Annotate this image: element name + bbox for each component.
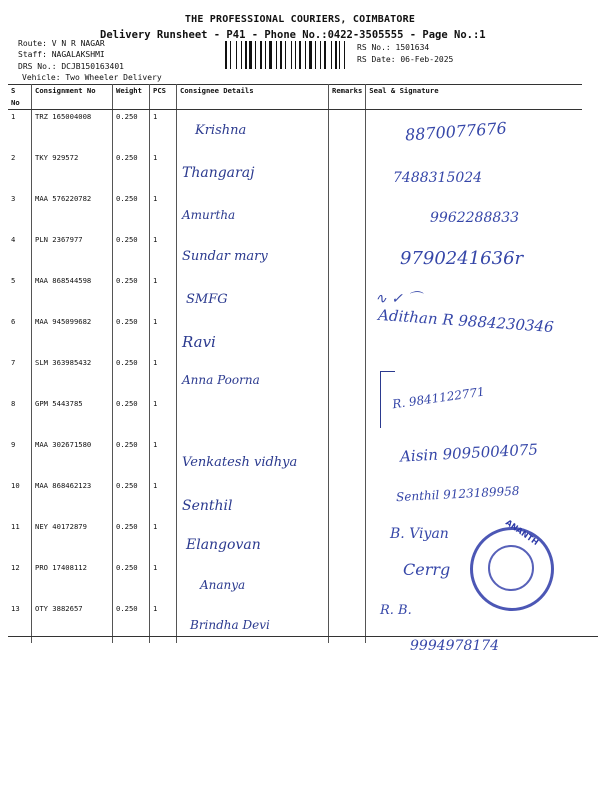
barcode-bar <box>273 41 275 69</box>
consignee-name-11: Elangovan <box>186 537 261 553</box>
consignee-name-3: Amurtha <box>182 208 236 222</box>
cell-consignment: GPM 5443785 <box>32 397 113 438</box>
cell-pcs: 1 <box>150 438 177 479</box>
rs-no-label: RS No.: 1501634 <box>357 43 430 52</box>
consignee-name-12: Ananya <box>200 578 246 592</box>
cell-sno: 8 <box>8 397 32 438</box>
cell-remarks <box>329 233 366 274</box>
table-row <box>8 397 582 438</box>
barcode-bar <box>263 41 264 69</box>
cell-consignee <box>177 397 329 438</box>
signature-bracket <box>380 371 395 428</box>
barcode-bar <box>322 41 323 69</box>
cell-weight: 0.250 <box>113 274 150 315</box>
barcode-bar <box>225 41 227 69</box>
barcode-bar <box>236 41 237 69</box>
cell-pcs: 1 <box>150 520 177 561</box>
barcode-bar <box>295 41 296 69</box>
rs-date-label: RS Date: 06-Feb-2025 <box>357 55 454 64</box>
consignee-name-5: SMFG <box>186 292 228 307</box>
barcode-bar <box>260 41 262 69</box>
smfg-scribble: ∿ ✓ ⌒ <box>375 291 422 307</box>
signature-2: 7488315024 <box>393 170 483 186</box>
barcode-bar <box>324 41 326 69</box>
barcode-bar <box>313 41 314 69</box>
consignee-name-7: Anna Poorna <box>182 373 260 387</box>
cell-consignment: MAA 576220782 <box>32 192 113 233</box>
cell-sno: 13 <box>8 602 32 643</box>
cell-consignment: SLM 363985432 <box>32 356 113 397</box>
barcode-bar <box>333 41 334 69</box>
extra-phone: 9994978174 <box>410 638 500 654</box>
col-weight: Weight <box>113 85 150 110</box>
cell-pcs: 1 <box>150 561 177 602</box>
barcode-bar <box>299 41 301 69</box>
cell-consignment: PLN 2367977 <box>32 233 113 274</box>
table-bottom-border <box>8 636 598 637</box>
barcode-bar <box>228 41 229 69</box>
cell-pcs: 1 <box>150 192 177 233</box>
cell-consignment: MAA 302671580 <box>32 438 113 479</box>
cell-remarks <box>329 561 366 602</box>
barcode-bar <box>320 41 321 69</box>
signature-3: 9962288833 <box>430 210 520 226</box>
consignee-name-10: Senthil <box>182 498 233 514</box>
barcode-bar <box>331 41 332 69</box>
seal-stamp-text: ANANTH <box>503 517 541 548</box>
barcode-bar <box>269 41 272 69</box>
barcode-bar <box>341 41 343 69</box>
signature-12-scribble: Cerrg <box>403 560 451 579</box>
cell-pcs: 1 <box>150 110 177 152</box>
table-row <box>8 151 582 192</box>
barcode-bar <box>278 41 279 69</box>
barcode-bar <box>317 41 319 69</box>
barcode-bar <box>339 41 340 69</box>
signature-8: R. 9841122771 <box>391 384 486 412</box>
barcode-bar <box>307 41 308 69</box>
runsheet-subtitle: Delivery Runsheet - P41 - Phone No.:0422-3505555 - Page No.:1 <box>100 29 486 41</box>
cell-sno: 11 <box>8 520 32 561</box>
cell-consignment: NEY 40172879 <box>32 520 113 561</box>
barcode-bar <box>257 41 259 69</box>
consignee-name-1: Krishna <box>195 123 247 138</box>
col-signature: Seal & Signature <box>366 85 583 110</box>
cell-sno: 9 <box>8 438 32 479</box>
barcode-bar <box>335 41 337 69</box>
cell-remarks <box>329 356 366 397</box>
barcode-bar <box>285 41 286 69</box>
cell-pcs: 1 <box>150 315 177 356</box>
cell-sno: 1 <box>8 110 32 152</box>
signature-10: Senthil 9123189958 <box>395 483 520 505</box>
consignee-name-9: Venkatesh vidhya <box>182 455 298 470</box>
table-header-row <box>8 85 582 110</box>
cell-consignment: MAA 945099682 <box>32 315 113 356</box>
cell-weight: 0.250 <box>113 110 150 152</box>
barcode-bar <box>297 41 298 69</box>
barcode-bar <box>291 41 292 69</box>
drs-label: DRS No.: DCJB150163401 <box>18 62 124 71</box>
seal-stamp-inner <box>488 545 534 591</box>
cell-pcs: 1 <box>150 479 177 520</box>
barcode-bar <box>243 41 244 69</box>
col-consignee: Consignee Details <box>177 85 329 110</box>
barcode-bar <box>255 41 256 69</box>
col-remarks: Remarks <box>329 85 366 110</box>
cell-weight: 0.250 <box>113 356 150 397</box>
barcode-bar <box>267 41 268 69</box>
route-label: Route: V N R NAGAR <box>18 39 105 48</box>
cell-weight: 0.250 <box>113 602 150 643</box>
barcode-bar <box>265 41 266 69</box>
barcode-bar <box>283 41 284 69</box>
cell-remarks <box>329 192 366 233</box>
signature-13: R. B. <box>380 603 412 618</box>
signature-6: Adithan R 9884230346 <box>377 305 555 337</box>
col-pcs: PCS <box>150 85 177 110</box>
barcode-bar <box>280 41 282 69</box>
col-sno: S No <box>8 85 32 110</box>
cell-consignment: PRO 17408112 <box>32 561 113 602</box>
cell-consignment: TKY 929572 <box>32 151 113 192</box>
cell-remarks <box>329 520 366 561</box>
cell-weight: 0.250 <box>113 561 150 602</box>
cell-weight: 0.250 <box>113 438 150 479</box>
cell-weight: 0.250 <box>113 479 150 520</box>
barcode-bar <box>327 41 330 69</box>
signature-4: 9790241636r <box>400 248 524 269</box>
barcode-bar <box>293 41 295 69</box>
cell-sno: 12 <box>8 561 32 602</box>
cell-weight: 0.250 <box>113 233 150 274</box>
signature-9: Aisin 9095004075 <box>399 440 539 466</box>
cell-sno: 4 <box>8 233 32 274</box>
cell-weight: 0.250 <box>113 151 150 192</box>
barcode-bar <box>309 41 312 69</box>
cell-sno: 2 <box>8 151 32 192</box>
cell-pcs: 1 <box>150 151 177 192</box>
cell-consignment: MAA 868462123 <box>32 479 113 520</box>
cell-remarks <box>329 479 366 520</box>
barcode-bar <box>238 41 240 69</box>
staff-label: Staff: NAGALAKSHMI <box>18 50 105 59</box>
barcode-bar <box>287 41 290 69</box>
cell-weight: 0.250 <box>113 520 150 561</box>
cell-remarks <box>329 274 366 315</box>
barcode-bar <box>241 41 242 69</box>
barcode-bar <box>230 41 231 69</box>
table-row <box>8 274 582 315</box>
cell-weight: 0.250 <box>113 315 150 356</box>
cell-remarks <box>329 438 366 479</box>
barcode-bar <box>338 41 339 69</box>
consignee-name-6: Ravi <box>182 333 216 351</box>
barcode-bar <box>249 41 252 69</box>
cell-consignment: MAA 868544598 <box>32 274 113 315</box>
cell-pcs: 1 <box>150 397 177 438</box>
barcode-bar <box>232 41 235 69</box>
consignee-name-13: Brindha Devi <box>190 618 270 632</box>
signature-11: B. Viyan <box>390 526 449 542</box>
cell-remarks <box>329 315 366 356</box>
consignee-name-2: Thangaraj <box>182 165 255 181</box>
signature-1: 8870077676 <box>404 118 508 145</box>
cell-sno: 6 <box>8 315 32 356</box>
table-row <box>8 356 582 397</box>
cell-sno: 3 <box>8 192 32 233</box>
barcode-bar <box>346 41 349 69</box>
cell-remarks <box>329 397 366 438</box>
cell-consignment: OTY 3882657 <box>32 602 113 643</box>
barcode-bar <box>248 41 249 69</box>
col-consignment: Consignment No <box>32 85 113 110</box>
cell-remarks <box>329 110 366 152</box>
cell-remarks <box>329 151 366 192</box>
cell-pcs: 1 <box>150 602 177 643</box>
cell-sno: 5 <box>8 274 32 315</box>
barcode-bar <box>315 41 316 69</box>
cell-pcs: 1 <box>150 356 177 397</box>
cell-weight: 0.250 <box>113 397 150 438</box>
barcode-bar <box>276 41 277 69</box>
barcode <box>225 41 350 69</box>
cell-pcs: 1 <box>150 233 177 274</box>
barcode-bar <box>344 41 345 69</box>
runsheet-title: THE PROFESSIONAL COURIERS, COIMBATORE <box>184 14 416 25</box>
cell-consignment: TRZ 165004008 <box>32 110 113 152</box>
barcode-bar <box>253 41 254 69</box>
barcode-bar <box>305 41 306 69</box>
cell-sno: 7 <box>8 356 32 397</box>
barcode-bar <box>245 41 247 69</box>
vehicle-label: Vehicle: Two Wheeler Delivery <box>22 73 162 82</box>
cell-weight: 0.250 <box>113 192 150 233</box>
barcode-bar <box>302 41 304 69</box>
cell-sno: 10 <box>8 479 32 520</box>
cell-pcs: 1 <box>150 274 177 315</box>
consignee-name-4: Sundar mary <box>182 249 268 264</box>
